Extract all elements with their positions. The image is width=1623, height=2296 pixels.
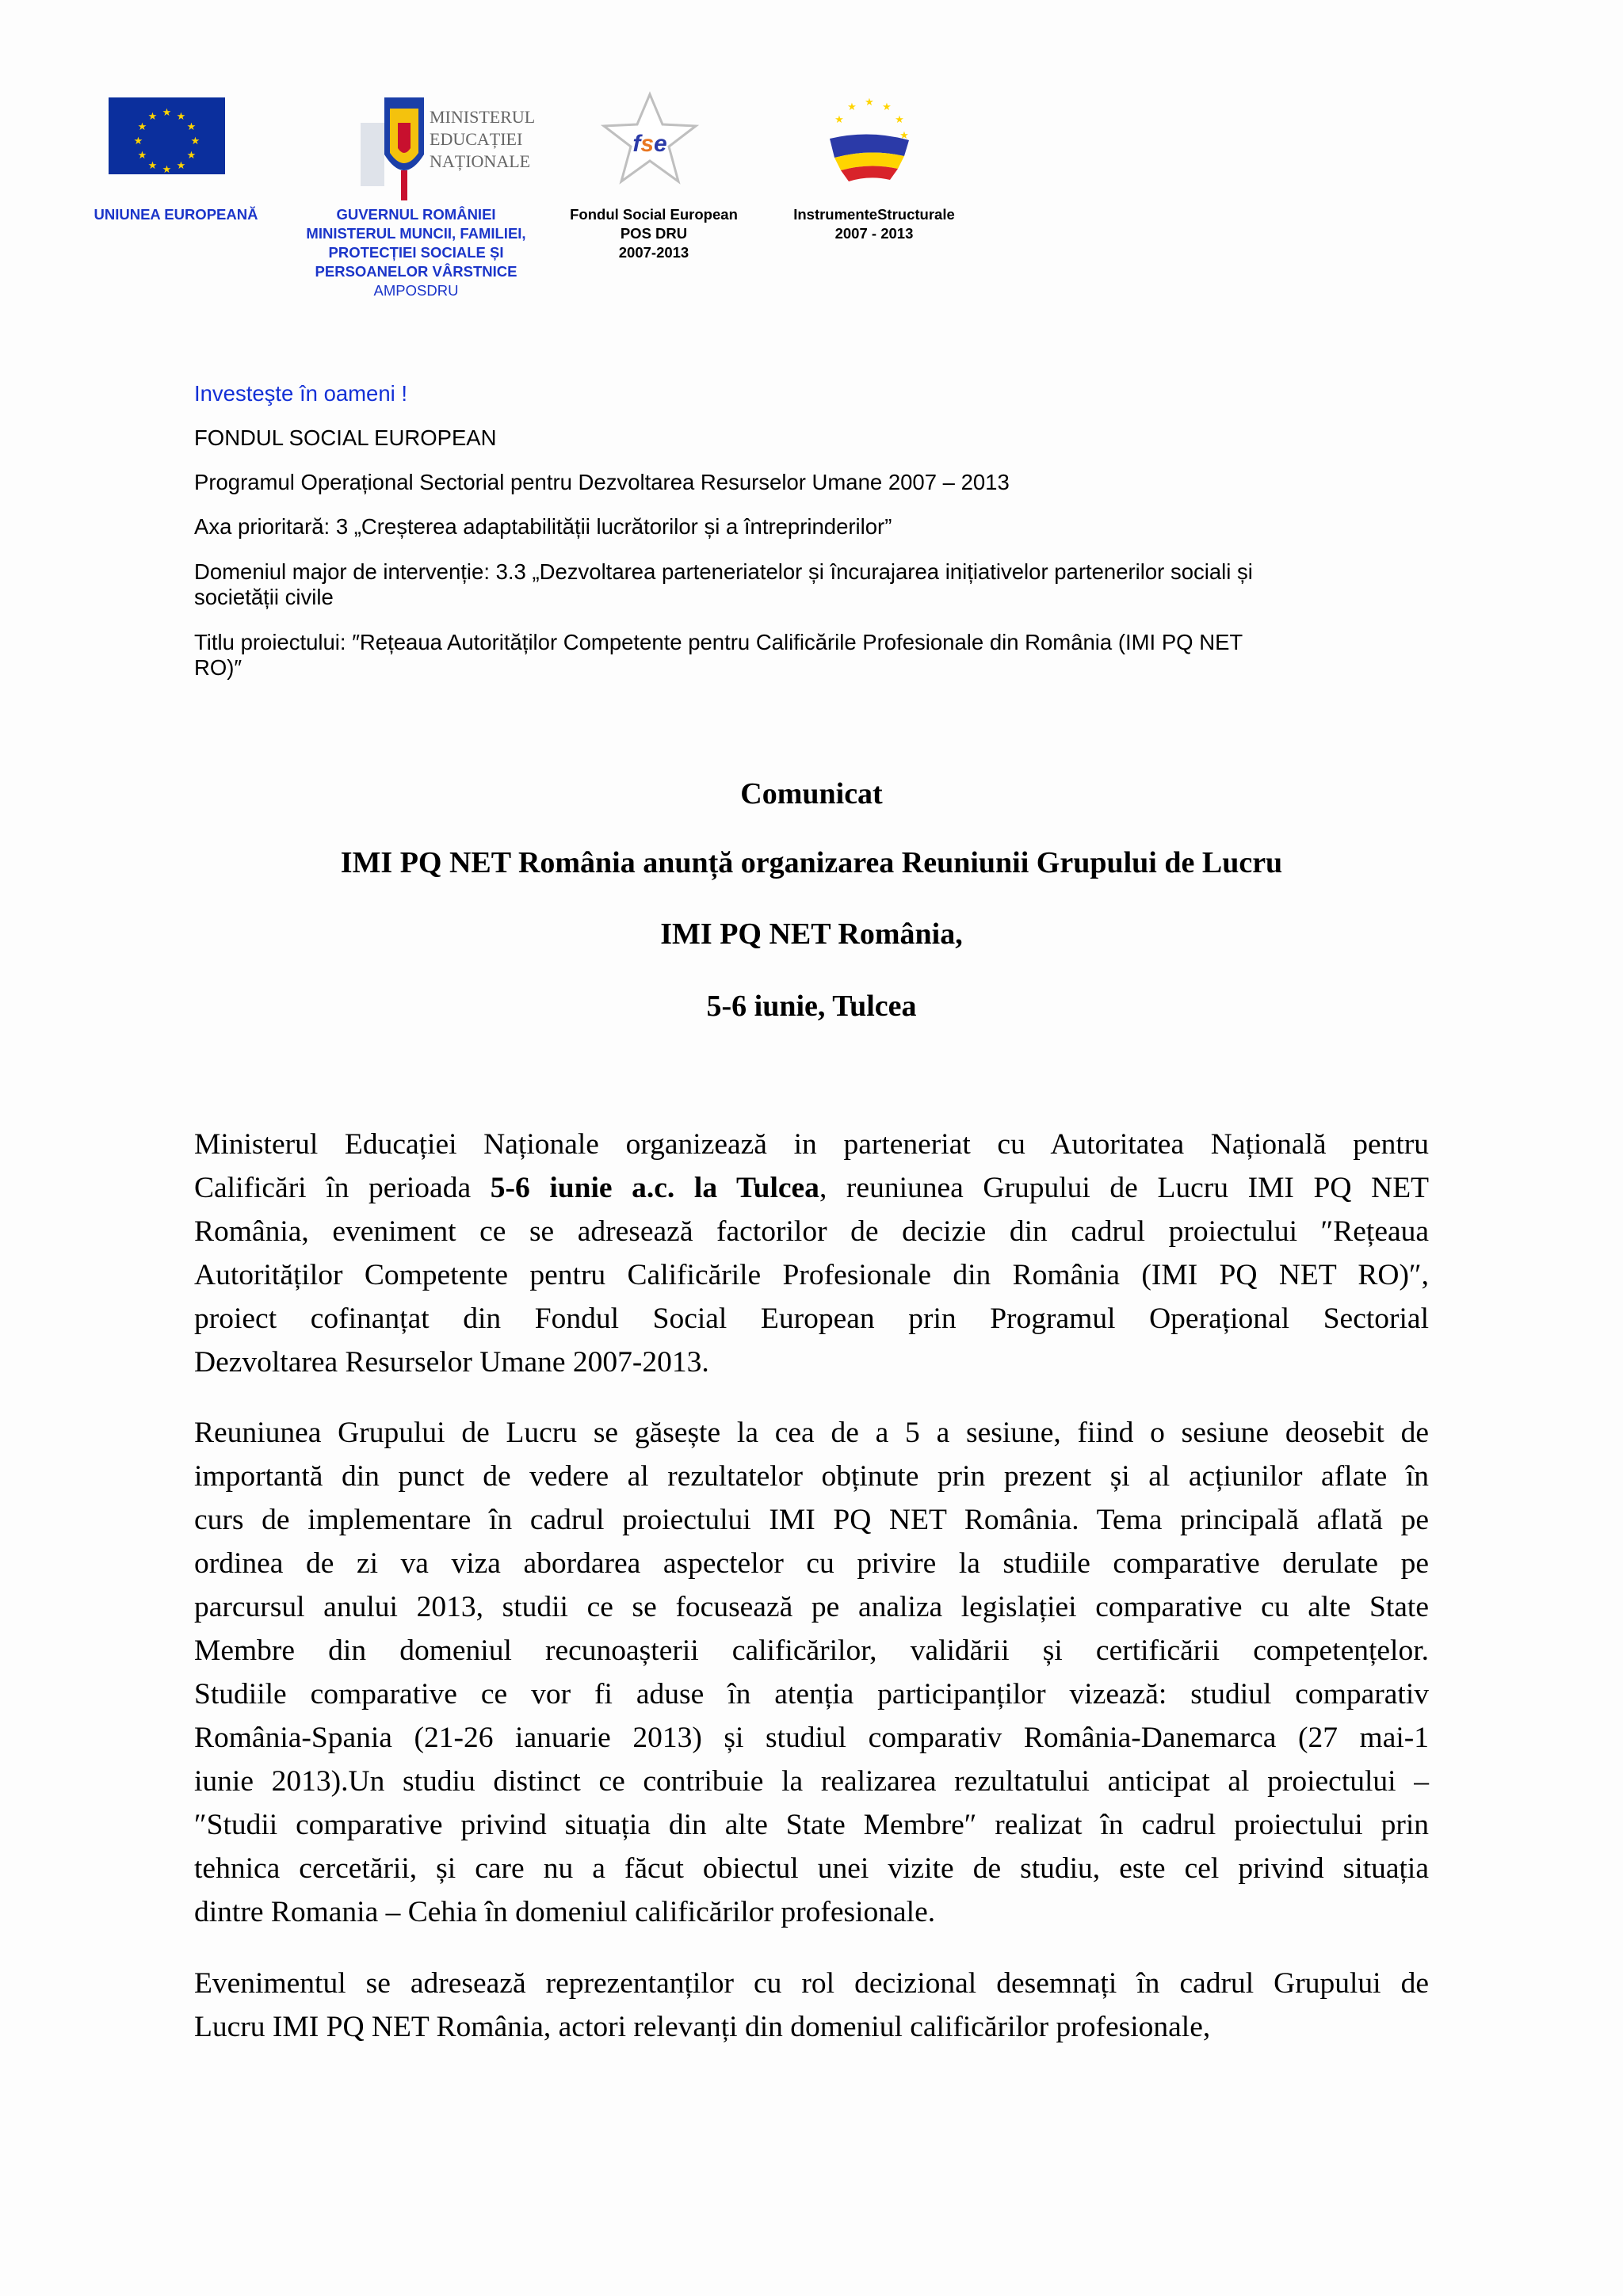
svg-text:★: ★ [186,121,197,133]
svg-text:★: ★ [162,107,172,119]
svg-text:★: ★ [176,160,186,172]
svg-text:★: ★ [162,164,172,174]
svg-text:★: ★ [147,111,158,123]
svg-text:fse: fse [632,131,667,157]
caption-is-line: 2007 - 2013 [834,225,914,242]
paragraph-line: iunie 2013).Un studiu distinct ce contribuie la realizarea rezultatului anticipat al proiectului – [194,1765,1429,1798]
paragraph-line: România-Spania (21-26 ianuarie 2013) și studiul comparativ România-Danemarca (27 mai-1 [194,1722,1429,1754]
caption-gov-line: MINISTERUL MUNCII, FAMILIEI, [306,225,526,242]
paragraph-line: ordinea de zi va viza abordarea aspectelor cu privire la studiile comparative derulate pe [194,1547,1429,1580]
paragraph-line: Calificări în perioada 5-6 iunie a.c. la Tulcea, reuniunea Grupului de Lucru IMI PQ NET [194,1172,1430,1204]
svg-text:★: ★ [137,121,147,133]
svg-text:★: ★ [865,97,874,109]
ministry-word-1: MINISTERUL [430,107,536,127]
caption-instrumente [767,205,981,243]
instrumente-structurale-icon [822,91,917,182]
project-title-line: RO)″ [194,655,242,680]
fund-name: FONDUL SOCIAL EUROPEAN [194,425,497,450]
communique-title-line-1: IMI PQ NET România anunță organizarea Reuniunii Grupului de Lucru [340,846,1283,879]
svg-text:★: ★ [137,150,147,162]
caption-fse-line: Fondul Social European [570,206,738,223]
project-title-line: Titlu proiectului: ″Rețeaua Autorităților Competente pentru Calificările Profesionale din România (IMI PQ NET [194,630,1243,654]
caption-fse-line: 2007-2013 [618,244,689,261]
program-name: Programul Operațional Sectorial pentru Dezvoltarea Resurselor Umane 2007 – 2013 [194,470,1010,494]
svg-text:★: ★ [882,101,892,113]
caption-gov-line: AMPOSDRU [373,282,459,299]
caption-eu: UNIUNEA EUROPEANĂ [94,206,258,223]
project-title [194,630,1446,681]
ministry-word-2: EDUCAȚIEI [430,129,523,149]
paragraph-line: Evenimentul se adresează reprezentanților cu rol decizional desemnați în cadrul Grupului de [194,1967,1429,2000]
paragraph-line: dintre Romania – Cehia în domeniul calificărilor profesionale. [194,1896,936,1928]
caption-fse-line: POS DRU [620,225,688,242]
caption-government [281,205,551,300]
svg-text:★: ★ [899,130,909,142]
paragraph-line: Dezvoltarea Resurselor Umane 2007-2013. [194,1346,709,1379]
paragraph-line: Autorităților Competente pentru Calificările Profesionale din România (IMI PQ NET RO)″, [194,1259,1429,1291]
svg-text:★: ★ [190,135,200,147]
svg-text:★: ★ [895,114,904,126]
eu-flag-icon [109,97,225,174]
svg-text:★: ★ [834,114,844,126]
svg-text:★: ★ [133,135,143,147]
paragraph-line: importantă din punct de vedere al rezultatelor obținute prin prezent și al acțiunilor aflate în [194,1460,1429,1493]
slogan: Investeşte în oameni ! [194,381,408,406]
caption-fse [547,205,761,262]
paragraph-line: Studiile comparative ce vor fi aduse în atenția participanților vizează: studiul comparativ [194,1678,1429,1711]
communique-title-line-3: 5-6 iunie, Tulcea [706,990,917,1023]
caption-gov-line: PROTECȚIEI SOCIALE ȘI [328,244,504,261]
ministry-word-3: NAȚIONALE [430,151,531,171]
communique-title-line-2: IMI PQ NET România, [660,917,963,951]
paragraph-line: Reuniunea Grupului de Lucru se găsește la cea de a 5 a sesiune, fiind o sesiune deosebit de [194,1417,1429,1449]
fse-star-icon [601,91,700,186]
caption-gov-line: PERSOANELOR VÂRSTNICE [315,263,517,280]
paragraph-3 [194,1962,1429,2049]
domain-line: societății civile [194,585,334,609]
paragraph-line: Membre din domeniul recunoașterii calificărilor, validării și certificării competențelor. [194,1634,1429,1667]
svg-text:★: ★ [847,101,857,113]
domain-line: Domeniul major de intervenție: 3.3 „Dezvoltarea parteneriatelor și încurajarea inițiativelor partenerilor sociali și [194,559,1253,584]
paragraph-2 [194,1411,1429,1934]
paragraph-line: România, eveniment ce se adresează factorilor de decizie din cadrul proiectului ″Rețeaua [194,1215,1429,1248]
intervention-domain [194,559,1446,610]
svg-text:★: ★ [186,150,197,162]
paragraph-line: Lucru IMI PQ NET România, actori relevanți din domeniul calificărilor profesionale, [194,2011,1211,2043]
paragraph-1 [194,1123,1429,1384]
paragraph-line: curs de implementare în cadrul proiectului IMI PQ NET România. Tema principală aflată pe [194,1504,1429,1536]
priority-axis: Axa prioritară: 3 „Creșterea adaptabilității lucrătorilor și a întreprinderilor” [194,514,892,539]
romania-gov-crest-icon [349,91,555,202]
paragraph-line: proiect cofinanțat din Fondul Social European prin Programul Operațional Sectorial [194,1302,1429,1335]
paragraph-line: ″Studii comparative privind situația din alte State Membre″ realizat în cadrul proiectului prin [194,1809,1429,1841]
svg-text:★: ★ [147,160,158,172]
caption-gov-line: GUVERNUL ROMÂNIEI [336,206,496,223]
paragraph-line: tehnica cercetării, și care nu a făcut obiectul unei vizite de studiu, este cel privind situația [194,1852,1429,1885]
bold-text: 5-6 iunie a.c. la Tulcea [490,1172,819,1204]
paragraph-line: Ministerul Educației Naționale organizează in parteneriat cu Autoritatea Națională pentru [194,1128,1429,1161]
paragraph-line: parcursul anului 2013, studii ce se focusează pe analiza legislației comparative cu alte State [194,1591,1429,1623]
caption-is-line: InstrumenteStructurale [793,206,955,223]
communique-heading: Comunicat [740,777,883,810]
svg-text:★: ★ [176,111,186,123]
